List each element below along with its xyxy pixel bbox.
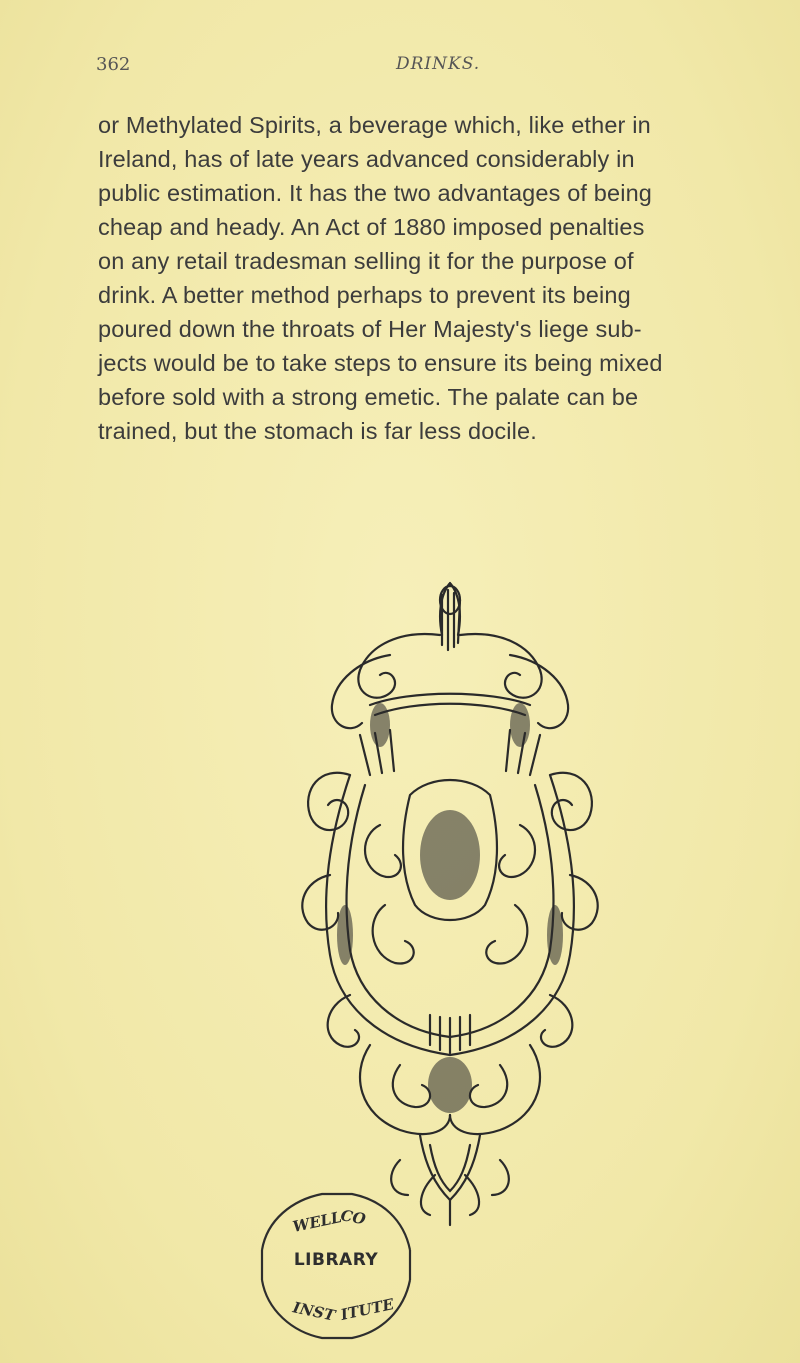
page-number: 362 — [96, 54, 131, 75]
page-header — [96, 54, 706, 84]
body-paragraph — [98, 108, 778, 448]
text-line: cheap and heady. An Act of 1880 imposed penalties — [98, 214, 645, 240]
text-line: public estimation. It has the two advantages of being — [98, 180, 653, 206]
text-line: Ireland, has of late years advanced considerably in — [98, 146, 635, 172]
svg-text:ITUTE: ITUTE — [339, 1295, 396, 1324]
stamp-label: LIBRARY — [293, 1250, 379, 1270]
text-line: poured down the throats of Her Majesty's liege sub- — [98, 316, 642, 342]
svg-text:WELL: WELL — [291, 1208, 344, 1236]
text-line: on any retail tradesman selling it for the purpose of — [98, 248, 634, 274]
text-line: drink. A better method perhaps to prevent its being — [98, 282, 631, 308]
tailpiece-ornament — [290, 575, 610, 1235]
running-title: DRINKS. — [396, 54, 481, 74]
svg-text:INST: INST — [291, 1298, 337, 1325]
text-line: trained, but the stomach is far less docile. — [98, 418, 537, 444]
text-line: before sold with a strong emetic. The palate can be — [98, 384, 639, 410]
text-line: or Methylated Spirits, a beverage which, like ether in — [98, 112, 651, 138]
text-line: jects would be to take steps to ensure its being mixed — [98, 350, 663, 376]
library-stamp — [252, 1180, 420, 1346]
svg-text:CO: CO — [339, 1206, 368, 1229]
